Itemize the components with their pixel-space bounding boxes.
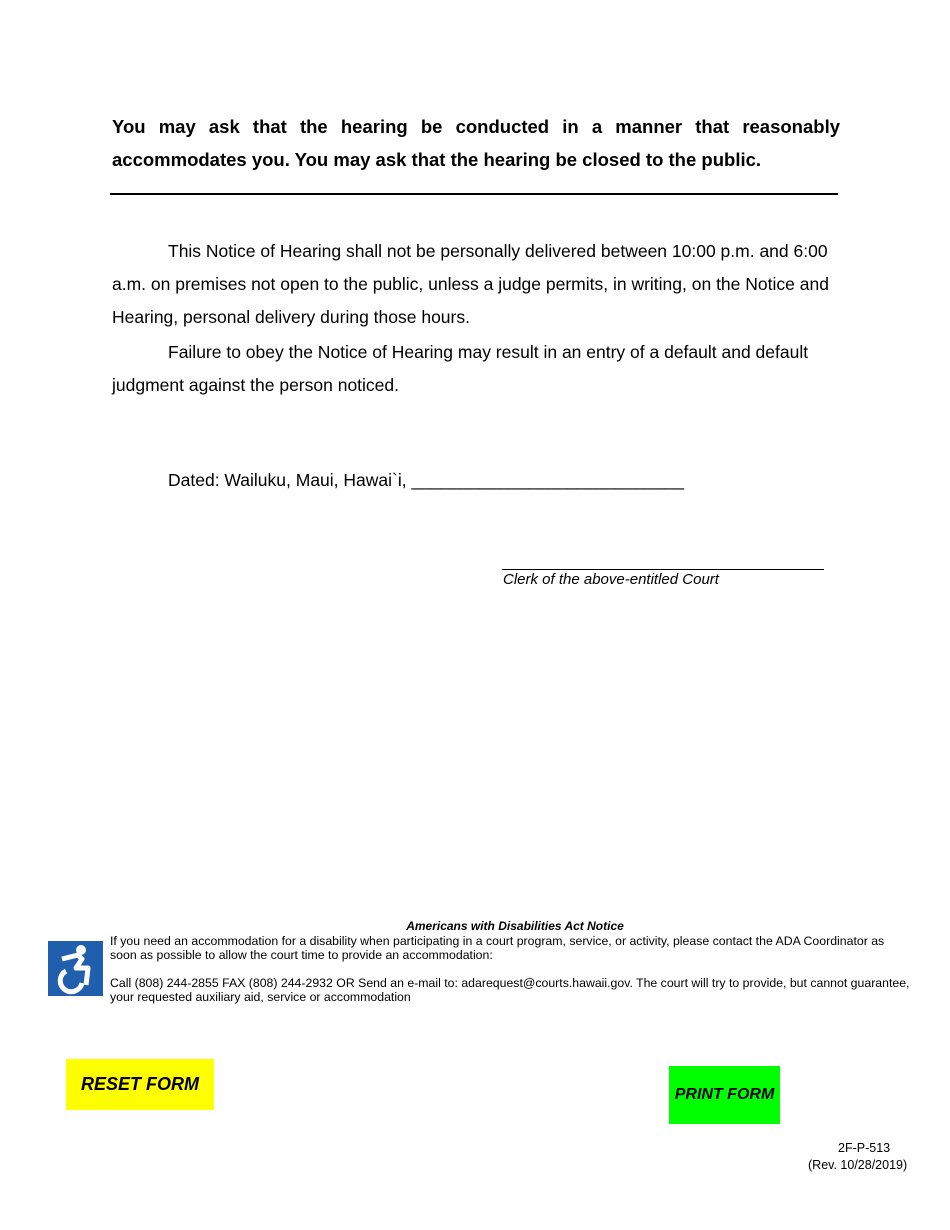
divider bbox=[110, 193, 838, 195]
accessibility-icon bbox=[48, 941, 103, 996]
revision-date: (Rev. 10/28/2019) bbox=[808, 1158, 908, 1172]
form-number: 2F-P-513 bbox=[838, 1141, 891, 1155]
ada-text-2: Call (808) 244-2855 FAX (808) 244-2932 OR Send an e-mail to: adarequest@courts.hawaii.gov. The court will try to provide, but cannot guarantee, your requested auxiliary aid, service or accommodation bbox=[110, 976, 910, 1004]
failure-paragraph: Failure to obey the Notice of Hearing may result in an entry of a default and default judgment against the person noticed. bbox=[112, 342, 809, 395]
signature-line bbox=[502, 569, 824, 570]
delivery-paragraph: This Notice of Hearing shall not be personally delivered between 10:00 p.m. and 6:00 a.m. on premises not open to the public, unless a judge permits, in writing, on the Notice and Hearing, personal delivery during those hours. bbox=[112, 241, 829, 327]
reset-form-button[interactable]: RESET FORM bbox=[66, 1059, 214, 1110]
dated-line: Dated: Wailuku, Maui, Hawai`i, ____________________________ bbox=[168, 470, 684, 490]
clerk-label: Clerk of the above-entitled Court bbox=[503, 571, 719, 588]
ada-text bbox=[110, 934, 910, 1004]
ada-title: Americans with Disabilities Act Notice bbox=[406, 919, 624, 933]
print-form-button[interactable]: PRINT FORM bbox=[669, 1066, 780, 1124]
accommodation-notice: You may ask that the hearing be conducted in a manner that reasonably accommodates you. You may ask that the hearing be closed to the public. bbox=[112, 116, 840, 170]
ada-text-1: If you need an accommodation for a disability when participating in a court program, service, or activity, please contact the ADA Coordinator as soon as possible to allow the court time to provide an accommodation: bbox=[110, 934, 885, 962]
